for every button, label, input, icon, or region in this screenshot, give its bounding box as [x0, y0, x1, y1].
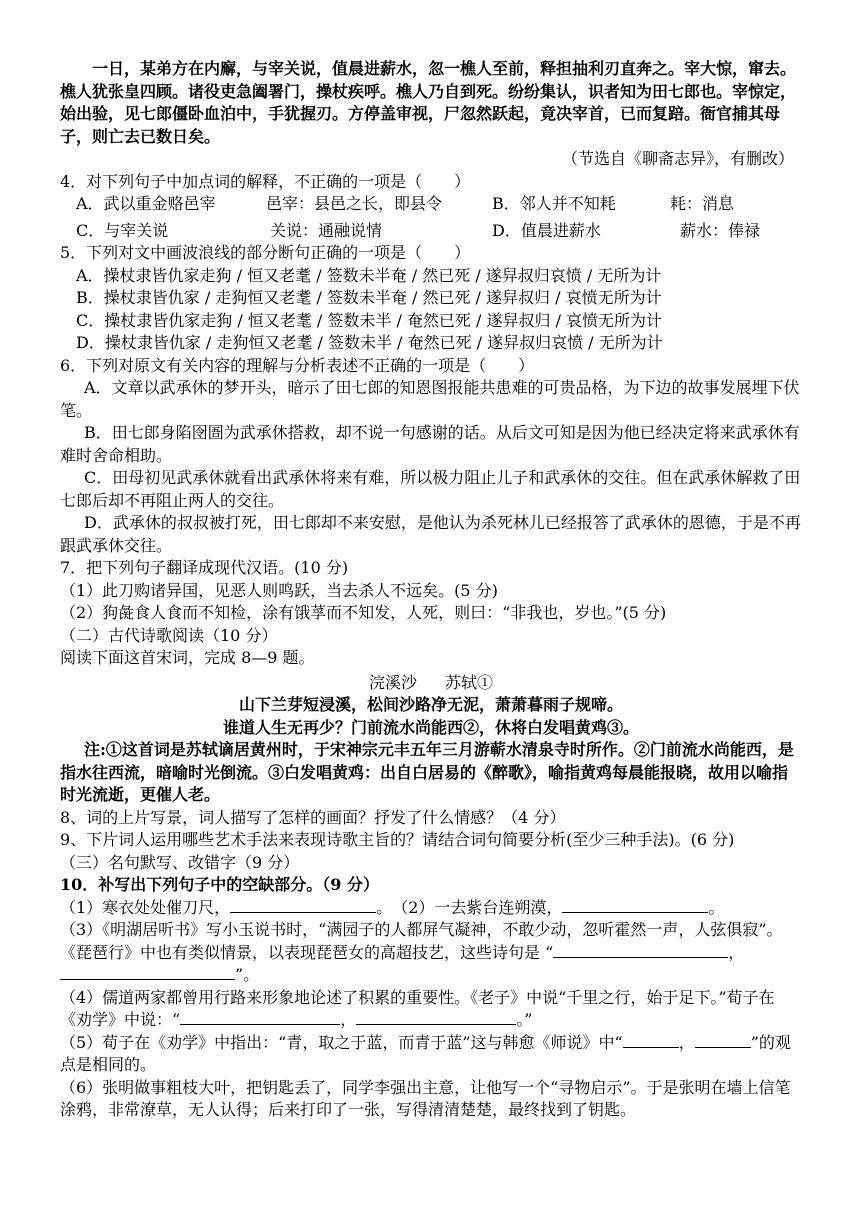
- q10-item-3-open: “: [545, 942, 554, 962]
- q10-item-2-text: 。 （2）一去紫台连朔漠，: [376, 897, 563, 917]
- q10-blank-3[interactable]: [553, 943, 728, 958]
- q10-item-3-close: ”。: [235, 965, 260, 984]
- q4-stem: 4．对下列句子中加点词的解释，不正确的一项是（ ）: [60, 171, 471, 191]
- q6-option-a: A．文章以武承休的梦开头，暗示了田七郎的知恩图报能共患难的可贵品格，为下边的故事发展埋下伏笔。: [60, 378, 800, 420]
- poem-line-2: 谁道人生无再少？门前流水尚能西②，休将白发唱黄鸡③。: [222, 717, 639, 737]
- poem-author: 苏轼①: [445, 672, 494, 692]
- q8-stem: 8、词的上片写景，词人描写了怎样的画面？抒发了什么情感？（4 分）: [60, 807, 566, 827]
- q9-stem: 9、下片词人运用哪些艺术手法来表现诗歌主旨的？请结合词句简要分析(至少三种手法)。(6 分): [60, 830, 735, 849]
- q6-option-b: B．田七郎身陷囹圄为武承休搭救，却不说一句感谢的话。从后文可知是因为他已经决定将来武承休有难时舍命相助。: [60, 423, 800, 465]
- q10-item-4-comma: ，: [340, 1010, 357, 1029]
- q4-row-cd: [60, 220, 802, 243]
- poem-title: 浣溪沙: [368, 672, 417, 692]
- q4-option-b: B．邻人并不知耗: [492, 194, 616, 213]
- q6-option-c: C．田母初见武承休就看出武承休将来有难，所以极力阻止儿子和武承休的交往。但在武承休解救了田七郎后却不再阻止两人的交往。: [60, 468, 801, 510]
- q10-blank-4[interactable]: [60, 965, 235, 980]
- q6-stem: 6．下列对原文有关内容的理解与分析表述不正确的一项是（ ）: [60, 355, 535, 375]
- q4-option-c-explain: 关说：通融说情: [270, 220, 383, 240]
- q4-option-a: A．武以重金赂邑宰: [76, 194, 216, 213]
- q4-option-a-explain: 邑宰：县邑之长，即县令: [266, 194, 443, 213]
- q10-item-3-text: （3）《明湖居听书》写小玉说书时，“满园子的人都屏气凝神，不敢少动，忽听霍然一声，人弦俱寂”。《琵琶行》中也有类似情景，以表现琵琶女的高超技艺，这些诗句是: [60, 920, 783, 962]
- q10-item-4: [60, 987, 802, 1032]
- q10-blank-5[interactable]: [180, 1010, 340, 1025]
- q10-item-1-text: （1）寒衣处处催刀尺，: [60, 897, 231, 917]
- poem-line-1: 山下兰芽短浸溪，松间沙路净无泥，萧萧暮雨子规啼。: [238, 695, 623, 714]
- q10-item-5: [60, 1032, 802, 1077]
- q5-stem: 5．下列对文中画波浪线的部分断句正确的一项是（ ）: [60, 243, 471, 262]
- q5-option-b: B．操杖隶皆仇家 / 走狗恒又老耄 / 签数未半奄 / 然已死 / 遂舁叔归 / 哀愤无所为计: [76, 288, 662, 307]
- q5-option-d: D．操杖隶皆仇家 / 走狗恒又老耄 / 签数未半 / 奄然已死 / 遂舁叔归哀愤 / 无所为计: [76, 333, 663, 352]
- q10-blank-1[interactable]: [230, 898, 376, 913]
- q5-option-c: C．操杖隶皆仇家走狗 / 恒又老耄 / 签数未半 / 奄然已死 / 遂舁叔归 / 哀愤无所为计: [76, 310, 663, 330]
- q10-blank-7[interactable]: [623, 1033, 679, 1048]
- q10-item-3: [60, 919, 802, 987]
- q10-item-5-comma: ，: [678, 1032, 695, 1052]
- passage-source: （节选自《聊斋志异》，有删改）: [561, 149, 794, 168]
- q6-option-d: D．武承休的叔叔被打死，田七郎却不来安慰，是他认为杀死林儿已经报答了武承休的恩德，于是不再跟武承休交往。: [60, 513, 801, 555]
- q4-option-b-explain: 耗：消息: [670, 194, 735, 213]
- section-poetry-title: （二）古代诗歌阅读（10 分）: [60, 625, 278, 645]
- q4-option-c: C．与宰关说: [76, 220, 169, 240]
- passage-text: 一日，某弟方在内廨，与宰关说，值晨进薪水，忽一樵人至前，释担抽利刃直奔之。宰大惊，窜去。樵人犹张皇四顾。诸役吏急阖署门，操杖疾呼。樵人乃自到死。纷纷集认，识者知为田七郎也。宰惊定，始出验，见七郎僵卧血泊中，手犹握刃。方停盖审视，尸忽然跃起，竟决宰首，已而复踣。衙官捕其母子，则亡去已数日矣。: [60, 59, 797, 146]
- q10-blank-8[interactable]: [695, 1033, 751, 1048]
- q4-option-d-explain: 薪水：俸禄: [680, 220, 761, 240]
- q7-sentence-2: （2）狗彘食人食而不知检，涂有饿莩而不知发，人死，则曰：“非我也，岁也。”(5 分): [60, 603, 667, 622]
- poetry-intro: 阅读下面这首宋词，完成 8—9 题。: [60, 648, 315, 667]
- q10-item-4-close: 。”: [516, 1010, 533, 1029]
- q10-blank-2[interactable]: [562, 898, 708, 913]
- section-recitation-title: （三）名句默写、改错字（9 分）: [60, 852, 300, 872]
- q10-item-4-text: （4）儒道两家都曾用行路来形象地论述了积累的重要性。《老子》中说“千里之行，始于足下。”荀子在《劝学》中说：“: [60, 987, 775, 1029]
- q4-row-ab: [60, 193, 802, 216]
- q5-option-a: A．操杖隶皆仇家走狗 / 恒又老耄 / 签数未半奄 / 然已死 / 遂舁叔归哀愤 / 无所为计: [76, 265, 662, 285]
- q10-stem: 10．补写出下列句子中的空缺部分。（9 分）: [60, 875, 379, 894]
- q10-item-2-end: 。: [708, 897, 725, 917]
- q10-item-5-close: ”的观点是相同的。: [60, 1032, 791, 1074]
- q10-item-6: （6）张明做事粗枝大叶，把钥匙丢了，同学李强出主意，让他写一个“寻物启示”。于是张明在墙上信笔涂鸦，非常潦草，无人认得；后来打印了一张，写得清清楚楚，最终找到了钥匙。: [60, 1077, 791, 1119]
- q4-option-d: D．值晨进薪水: [492, 220, 601, 240]
- q10-item-1-2: [60, 897, 802, 920]
- exam-document: [60, 58, 802, 1122]
- q10-item-3-comma: ，: [728, 942, 745, 962]
- q10-blank-6[interactable]: [356, 1010, 516, 1025]
- poem-heading: [60, 672, 802, 695]
- q7-stem: 7．把下列句子翻译成现代汉语。(10 分): [60, 558, 349, 577]
- q7-sentence-1: （1）此刀购诸异国，见恶人则鸣跃，当去杀人不远矣。(5 分): [60, 580, 498, 600]
- q10-item-5-text: （5）荀子在《劝学》中指出：“青，取之于蓝，而青于蓝”这与韩愈《师说》中“: [60, 1032, 623, 1052]
- poem-note: 注:①这首词是苏轼谪居黄州时，于宋神宗元丰五年三月游蕲水清泉寺时所作。②门前流水尚能西，是指水往西流，暗喻时光倒流。③白发唱黄鸡：出自白居易的《醉歌》，喻指黄鸡每晨能报晓，故用以喻指时光流逝，更催人老。: [60, 740, 794, 804]
